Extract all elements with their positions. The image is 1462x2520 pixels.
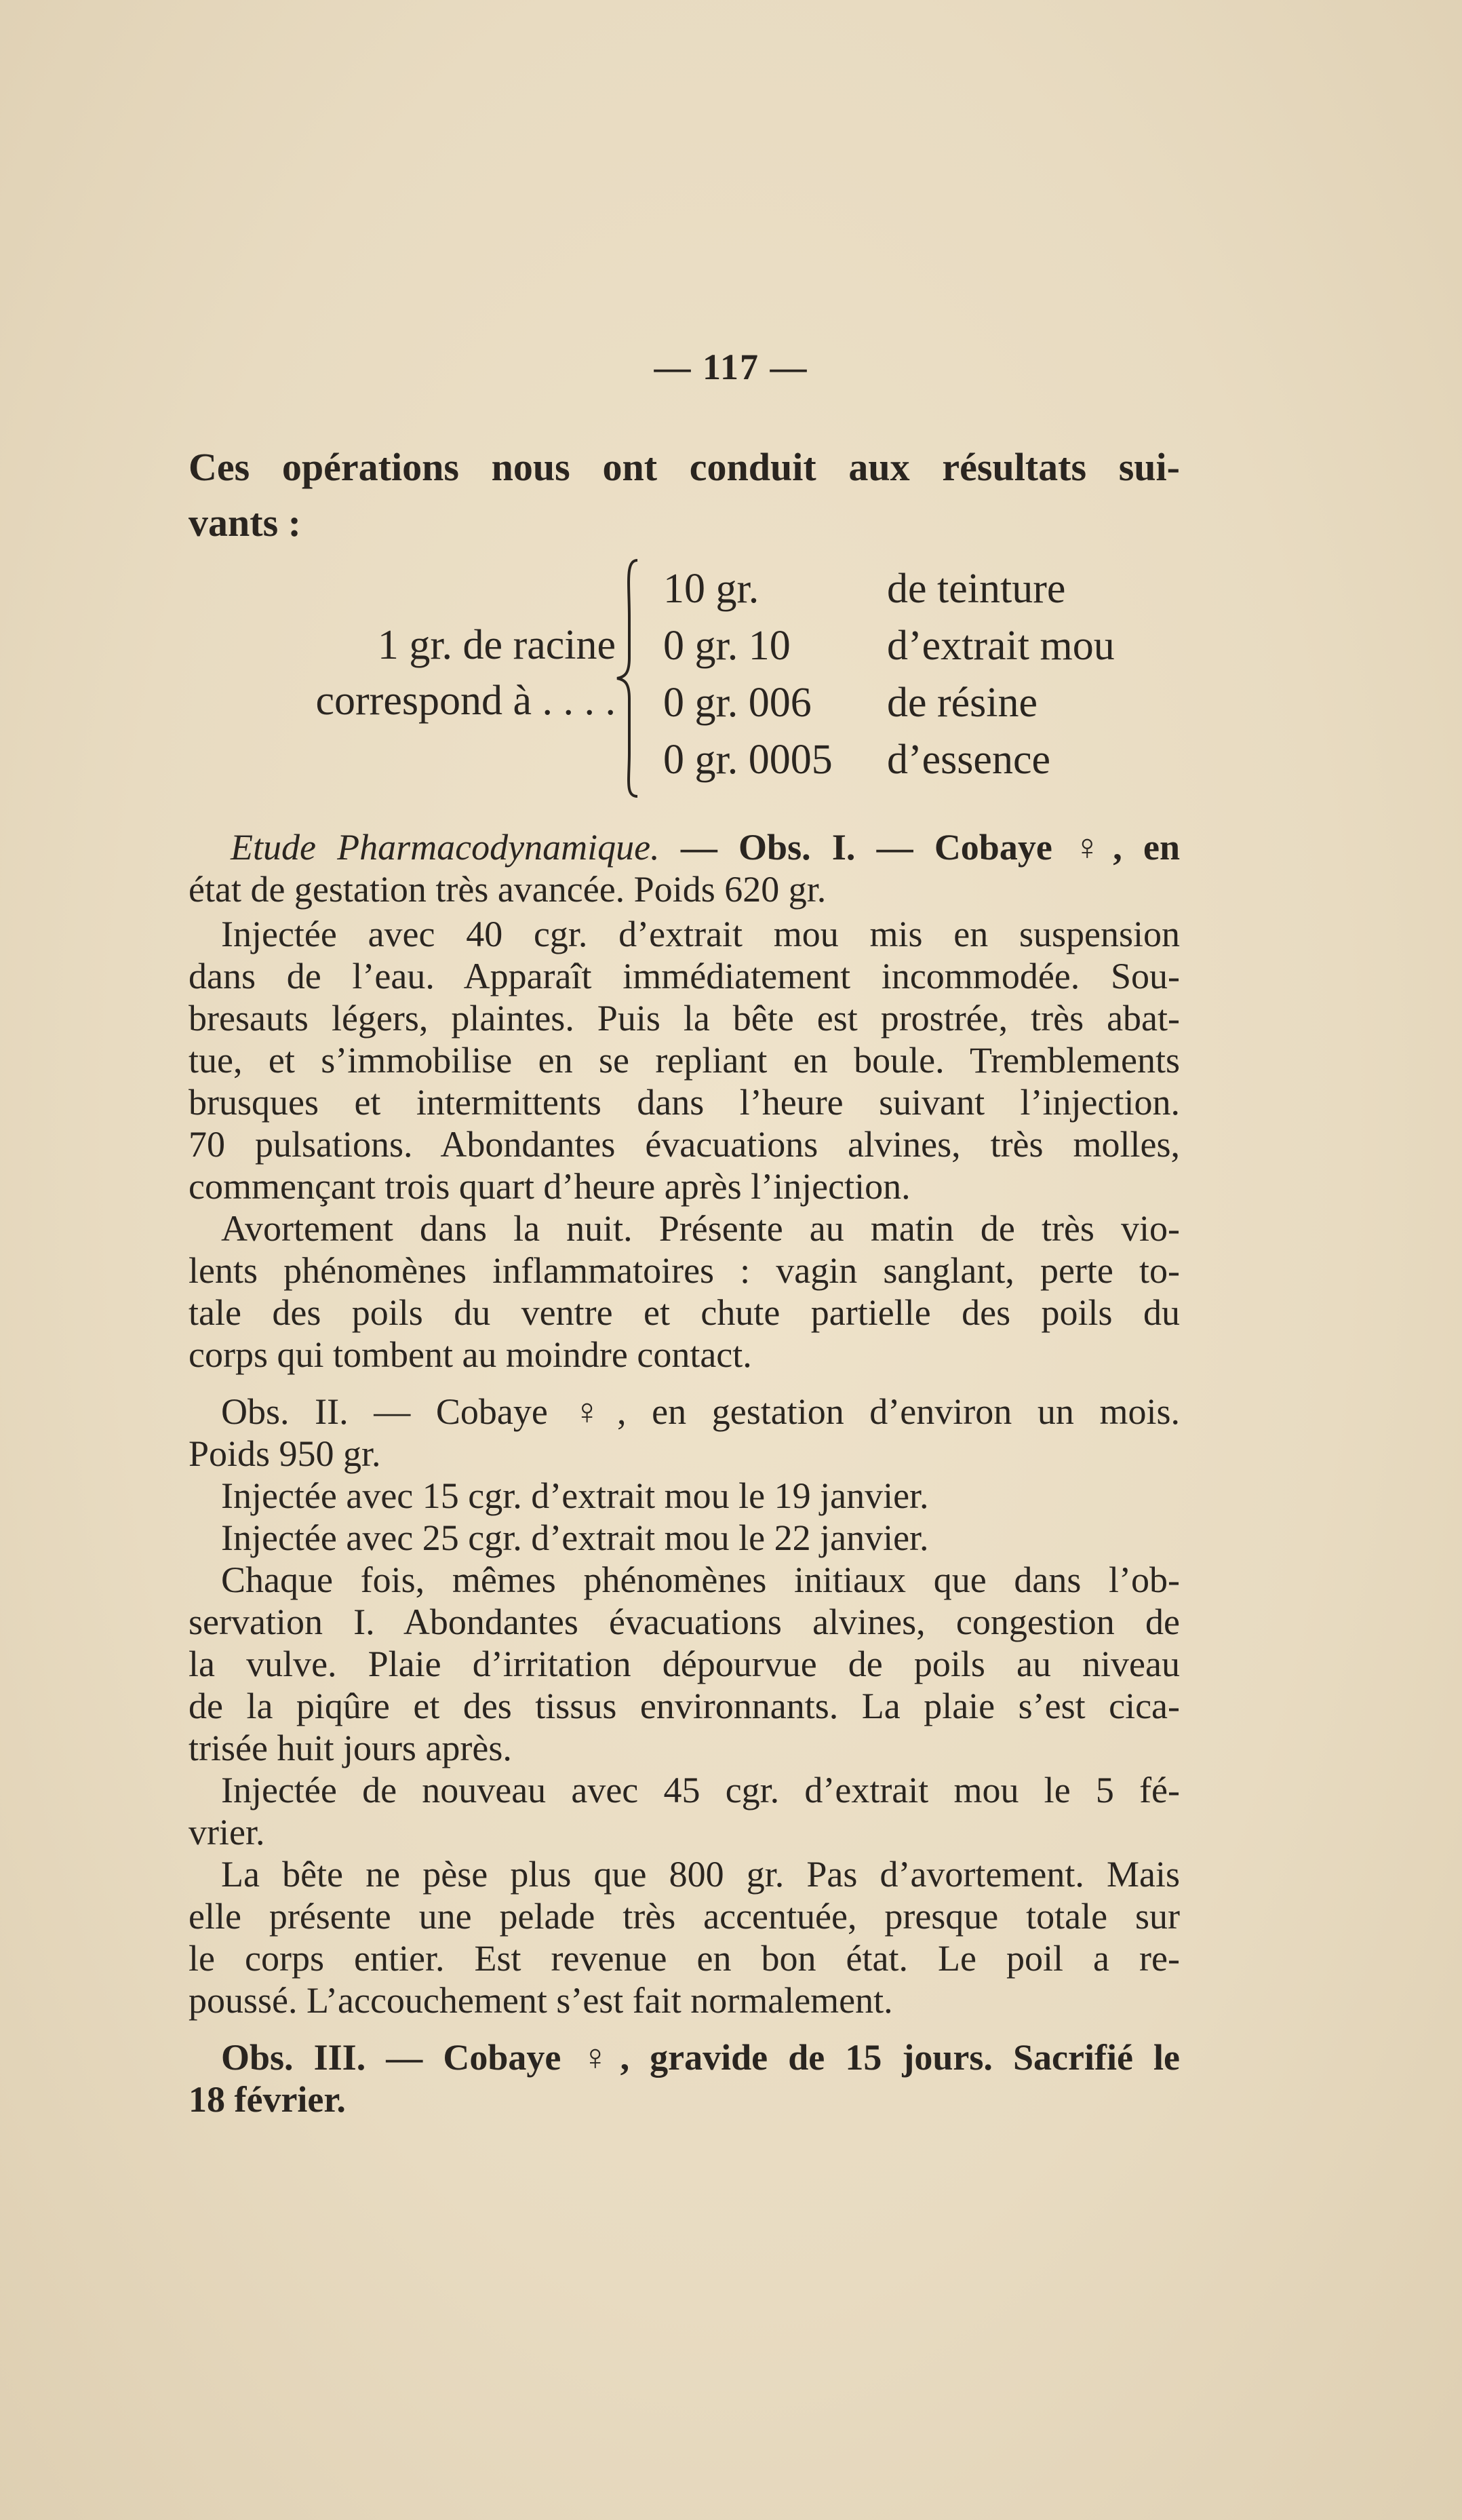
equivalence-substance: d’essence	[887, 737, 1050, 783]
obs1-heading-rest: — Obs. I. — Cobaye ♀, en	[659, 827, 1181, 868]
equivalence-substance: d’extrait mou	[887, 623, 1115, 669]
body-text	[189, 826, 1180, 2120]
obs2-p4-line: Chaque fois, mêmes phénomènes initiaux que dans l’ob-	[221, 1559, 1180, 1600]
equivalence-rows	[663, 560, 1192, 788]
obs1-p3-line: lents phénomènes inflammatoires : vagin sanglant, perte to-	[189, 1250, 1180, 1291]
obs1-p2-line: tue, et s’immobilise en se repliant en boule. Tremblements	[189, 1040, 1180, 1081]
obs3-line: Obs. III. — Cobaye ♀, gravide de 15 jours. Sacrifié le	[221, 2037, 1180, 2078]
intro-sentence	[189, 440, 1180, 551]
obs2-p2: Injectée avec 15 cgr. d’extrait mou le 19 janvier.	[221, 1475, 929, 1516]
equivalence-substance: de teinture	[887, 566, 1066, 612]
obs1-p2-line: commençant trois quart d’heure après l’injection.	[189, 1166, 911, 1207]
equivalence-substance: de résine	[887, 680, 1038, 726]
equivalence-row	[663, 674, 1192, 731]
equivalence-quantity: 0 gr. 0005	[663, 737, 833, 783]
obs1-line-1	[189, 826, 1180, 868]
obs1-p3-line: tale des poils du ventre et chute partielle des poils du	[189, 1292, 1180, 1333]
obs2-p6-line: le corps entier. Est revenue en bon état. Le poil a re-	[189, 1938, 1180, 1979]
obs2-p6-line: poussé. L’accouchement s’est fait normalement.	[189, 1980, 893, 2021]
equivalence-left-line-1: 1 gr. de racine	[377, 622, 616, 668]
obs2-p6-line: elle présente une pelade très accentuée, presque totale sur	[189, 1896, 1180, 1937]
obs3-line: 18 février.	[189, 2079, 346, 2120]
equivalence-quantity: 0 gr. 006	[663, 680, 812, 726]
equivalence-table	[189, 556, 1180, 800]
obs2-p1-line: Obs. II. — Cobaye ♀, en gestation d’environ un mois.	[221, 1391, 1180, 1432]
obs2-p4-line: trisée huit jours après.	[189, 1728, 512, 1768]
curly-brace-icon	[610, 556, 651, 800]
equivalence-row	[663, 560, 1192, 617]
equivalence-left-text	[202, 617, 616, 729]
obs1-p2-line: brusques et intermittents dans l’heure suivant l’injection.	[189, 1082, 1180, 1123]
equivalence-quantity: 0 gr. 10	[663, 623, 791, 669]
intro-line-1: Ces opérations nous ont conduit aux résultats sui-	[189, 445, 1180, 489]
page-number: — 117 —	[654, 347, 808, 387]
obs1-p3-line: Avortement dans la nuit. Présente au matin de très vio-	[221, 1208, 1180, 1249]
obs2-p4-line: servation I. Abondantes évacuations alvines, congestion de	[189, 1602, 1180, 1642]
obs1-p3-line: corps qui tombent au moindre contact.	[189, 1334, 752, 1375]
obs2-p6-line: La bête ne pèse plus que 800 gr. Pas d’avortement. Mais	[221, 1854, 1180, 1895]
obs1-p2-line: 70 pulsations. Abondantes évacuations alvines, très molles,	[189, 1124, 1180, 1165]
equivalence-row	[663, 617, 1192, 674]
obs1-heading: Etude Pharmacodynamique.	[231, 827, 660, 868]
obs2-p4-line: de la piqûre et des tissus environnants. La plaie s’est cica-	[189, 1686, 1180, 1726]
obs2-p5-line: vrier.	[189, 1812, 265, 1853]
obs2-p5-line: Injectée de nouveau avec 45 cgr. d’extrait mou le 5 fé-	[221, 1770, 1180, 1810]
obs2-p4-line: la vulve. Plaie d’irritation dépourvue de poils au niveau	[189, 1644, 1180, 1684]
equivalence-row	[663, 731, 1192, 788]
obs2-p3: Injectée avec 25 cgr. d’extrait mou le 22 janvier.	[221, 1517, 929, 1558]
equivalence-quantity: 10 gr.	[663, 566, 759, 612]
obs1-p2-line: Injectée avec 40 cgr. d’extrait mou mis en suspension	[221, 914, 1180, 954]
obs1-p2-line: dans de l’eau. Apparaît immédiatement incommodée. Sou-	[189, 956, 1180, 996]
obs2-p1-line: Poids 950 gr.	[189, 1433, 381, 1474]
equivalence-left-line-2: correspond à . . . .	[315, 678, 616, 724]
obs1-p2-line: bresauts légers, plaintes. Puis la bête est prostrée, très abat-	[189, 998, 1180, 1039]
obs1-line-2: état de gestation très avancée. Poids 620 gr.	[189, 869, 827, 910]
intro-line-2: vants :	[189, 501, 301, 545]
